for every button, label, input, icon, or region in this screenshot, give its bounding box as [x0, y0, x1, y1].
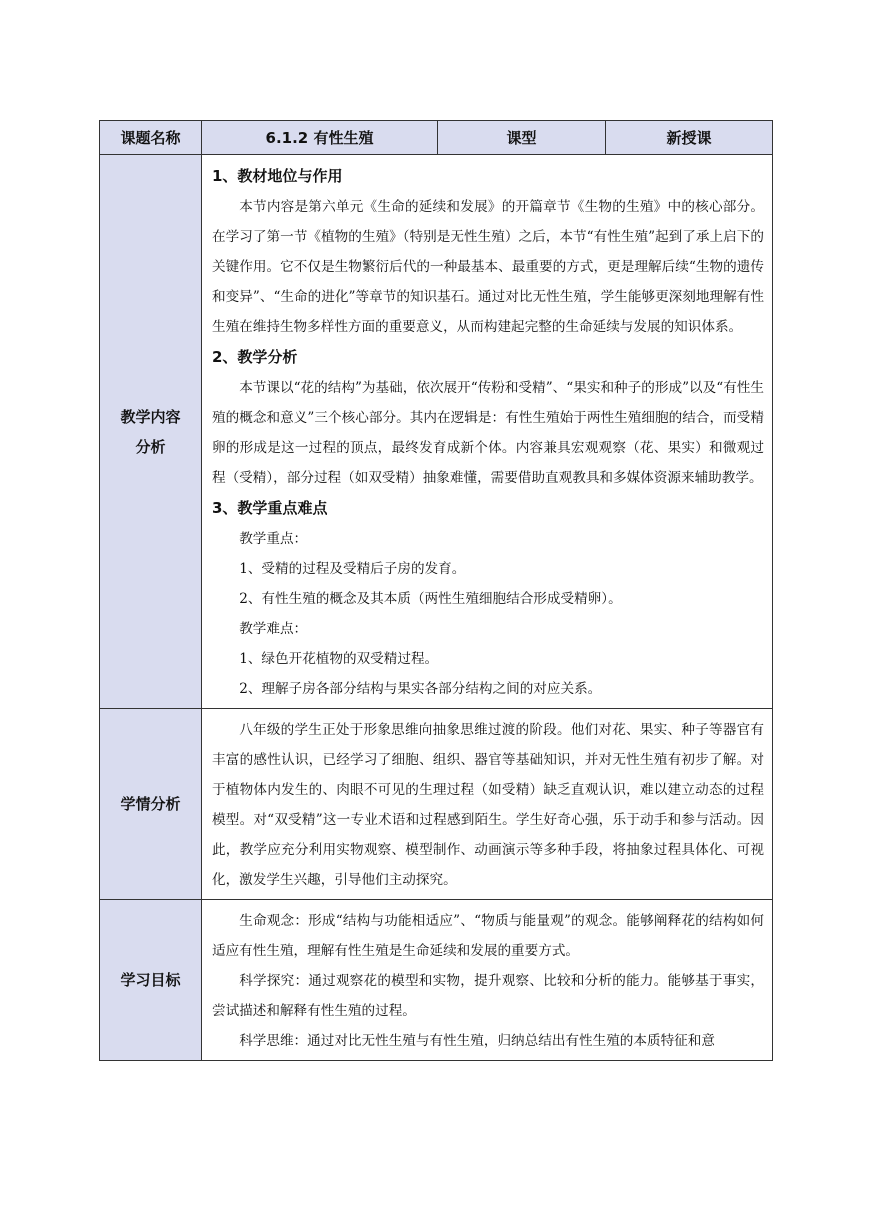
- objective-2: 科学探究：通过观察花的模型和实物，提升观察、比较和分析的能力。能够基于事实，尝试描述和解释有性生殖的过程。: [212, 973, 764, 1019]
- topic-value: 6.1.2 有性生殖: [202, 121, 438, 155]
- objective-1: 生命观念：形成“结构与功能相适应”、“物质与能量观”的观念。能够阐释花的结构如何适应有性生殖，理解有性生殖是生命延续和发展的重要方式。: [212, 913, 764, 959]
- difficulties-label: 教学难点：: [239, 621, 308, 637]
- key-point-1: 1、受精的过程及受精后子房的发育。: [239, 561, 466, 577]
- header-row: [100, 121, 773, 155]
- lesson-plan-table: [99, 120, 773, 1061]
- key-point-2: 2、有性生殖的概念及其本质（两性生殖细胞结合形成受精卵）。: [239, 591, 622, 607]
- student-analysis-row: [100, 709, 773, 900]
- section-2-title: 2、教学分析: [212, 348, 298, 366]
- student-analysis-body: [202, 709, 773, 900]
- objectives-body: [202, 900, 773, 1061]
- content-analysis-label-line1: 教学内容: [120, 407, 181, 426]
- section-3-title: 3、教学重点难点: [212, 499, 328, 517]
- student-analysis-text: 八年级的学生正处于形象思维向抽象思维过渡的阶段。他们对花、果实、种子等器官有丰富的感性认识，已经学习了细胞、组织、器官等基础知识，并对无性生殖有初步了解。对于植物体内发生的、肉眼不可见的生理过程（如受精）缺乏直观认识，难以建立动态的过程模型。对“双受精”这一专业术语和过程感到陌生。学生好奇心强，乐于动手和参与活动。因此，教学应充分利用实物观察、模型制作、动画演示等多种手段，将抽象过程具体化、可视化，激发学生兴趣，引导他们主动探究。: [212, 722, 764, 888]
- objectives-row: [100, 900, 773, 1061]
- content-analysis-body: [202, 155, 773, 709]
- section-1-text: 本节内容是第六单元《生命的延续和发展》的开篇章节《生物的生殖》中的核心部分。在学习了第一节《植物的生殖》（特别是无性生殖）之后，本节“有性生殖”起到了承上启下的关键作用。它不仅是生物繁衍后代的一种最基本、最重要的方式，更是理解后续“生物的遗传和变异”、“生命的进化”等章节的知识基石。通过对比无性生殖，学生能够更深刻地理解有性生殖在维持生物多样性方面的重要意义，从而构建起完整的生命延续与发展的知识体系。: [212, 199, 764, 335]
- objectives-label: 学习目标: [100, 900, 202, 1061]
- type-value: 新授课: [606, 121, 773, 155]
- topic-label: 课题名称: [100, 121, 202, 155]
- section-1-title: 1、教材地位与作用: [212, 167, 343, 185]
- type-label: 课型: [438, 121, 606, 155]
- section-2-text: 本节课以“花的结构”为基础，依次展开“传粉和受精”、“果实和种子的形成”以及“有性生殖的概念和意义”三个核心部分。其内在逻辑是：有性生殖始于两性生殖细胞的结合，而受精卵的形成是这一过程的顶点，最终发育成新个体。内容兼具宏观观察（花、果实）和微观过程（受精），部分过程（如双受精）抽象难懂，需要借助直观教具和多媒体资源来辅助教学。: [212, 380, 764, 486]
- difficulty-1: 1、绿色开花植物的双受精过程。: [239, 651, 439, 667]
- difficulty-2: 2、理解子房各部分结构与果实各部分结构之间的对应关系。: [239, 681, 602, 697]
- content-analysis-row: [100, 155, 773, 709]
- student-analysis-label: 学情分析: [100, 709, 202, 900]
- objective-3: 科学思维：通过对比无性生殖与有性生殖，归纳总结出有性生殖的本质特征和意: [239, 1033, 715, 1049]
- content-analysis-label-line2: 分析: [135, 437, 166, 456]
- content-analysis-label: [100, 155, 202, 709]
- key-points-label: 教学重点：: [239, 531, 308, 547]
